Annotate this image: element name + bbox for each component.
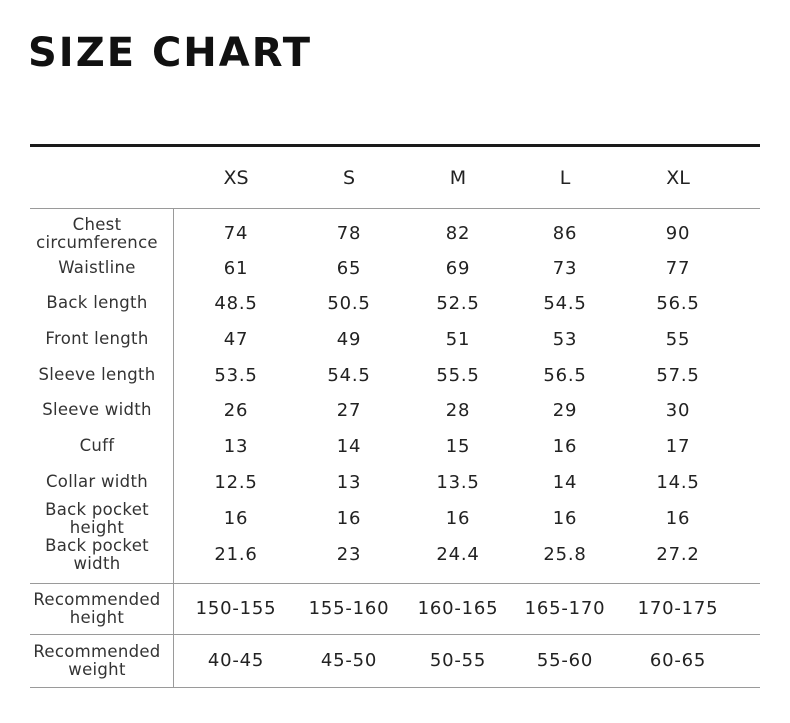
- table-cell: 55: [665, 329, 691, 350]
- table-cell: 16: [552, 508, 578, 529]
- recommended-cell: 160-165: [417, 598, 499, 619]
- table-cell: 77: [665, 258, 691, 279]
- recommended-cell: 165-170: [524, 598, 606, 619]
- recommended-divider: [30, 634, 760, 635]
- table-cell: 24.4: [436, 544, 480, 565]
- page-title: SIZE CHART: [28, 30, 313, 76]
- row-label: Chest circumference: [36, 215, 158, 252]
- recommended-label: Recommended height: [33, 590, 161, 627]
- row-label: Sleeve width: [42, 400, 152, 419]
- table-cell: 86: [552, 223, 578, 244]
- table-cell: 13: [223, 436, 249, 457]
- table-cell: 57.5: [656, 365, 700, 386]
- table-cell: 69: [445, 258, 471, 279]
- header-divider: [30, 208, 760, 209]
- table-cell: 53.5: [214, 365, 258, 386]
- table-cell: 16: [336, 508, 362, 529]
- table-cell: 13.5: [436, 472, 480, 493]
- table-cell: 14.5: [656, 472, 700, 493]
- table-cell: 26: [223, 400, 249, 421]
- table-cell: 55.5: [436, 365, 480, 386]
- table-cell: 74: [223, 223, 249, 244]
- table-cell: 51: [445, 329, 471, 350]
- recommended-cell: 60-65: [649, 650, 707, 671]
- table-cell: 30: [665, 400, 691, 421]
- recommended-cell: 170-175: [637, 598, 719, 619]
- table-cell: 61: [223, 258, 249, 279]
- table-cell: 90: [665, 223, 691, 244]
- table-cell: 14: [552, 472, 578, 493]
- table-cell: 12.5: [214, 472, 258, 493]
- table-cell: 73: [552, 258, 578, 279]
- table-cell: 23: [336, 544, 362, 565]
- recommended-cell: 55-60: [536, 650, 594, 671]
- table-cell: 78: [336, 223, 362, 244]
- recommended-cell: 50-55: [429, 650, 487, 671]
- row-label: Sleeve length: [38, 365, 156, 384]
- recommended-cell: 150-155: [195, 598, 277, 619]
- measurement-divider: [30, 583, 760, 584]
- table-cell: 52.5: [436, 293, 480, 314]
- size-header-l: L: [559, 167, 571, 189]
- table-cell: 16: [445, 508, 471, 529]
- table-cell: 17: [665, 436, 691, 457]
- table-cell: 16: [665, 508, 691, 529]
- table-cell: 53: [552, 329, 578, 350]
- label-column-divider: [173, 208, 174, 688]
- table-cell: 27: [336, 400, 362, 421]
- table-cell: 13: [336, 472, 362, 493]
- table-cell: 54.5: [543, 293, 587, 314]
- table-cell: 21.6: [214, 544, 258, 565]
- row-label: Collar width: [45, 472, 148, 491]
- recommended-cell: 155-160: [308, 598, 390, 619]
- row-label: Back pocket width: [45, 536, 149, 573]
- table-cell: 15: [445, 436, 471, 457]
- size-header-row: [30, 147, 760, 208]
- table-cell: 28: [445, 400, 471, 421]
- size-header-m: M: [449, 167, 467, 189]
- size-header-xl: XL: [666, 167, 690, 189]
- table-cell: 48.5: [214, 293, 258, 314]
- table-cell: 49: [336, 329, 362, 350]
- recommended-cell: 40-45: [207, 650, 265, 671]
- row-label: Back length: [46, 293, 148, 312]
- recommended-cell: 45-50: [320, 650, 378, 671]
- table-bottom-rule: [30, 687, 760, 688]
- table-cell: 82: [445, 223, 471, 244]
- table-cell: 56.5: [543, 365, 587, 386]
- table-cell: 29: [552, 400, 578, 421]
- table-cell: 14: [336, 436, 362, 457]
- row-label: Cuff: [79, 436, 115, 455]
- table-cell: 65: [336, 258, 362, 279]
- recommended-label: Recommended weight: [33, 642, 161, 679]
- table-cell: 16: [223, 508, 249, 529]
- size-header-s: S: [342, 167, 356, 189]
- row-label: Front length: [45, 329, 149, 348]
- table-cell: 16: [552, 436, 578, 457]
- table-cell: 27.2: [656, 544, 700, 565]
- row-label: Waistline: [58, 258, 136, 277]
- table-cell: 56.5: [656, 293, 700, 314]
- row-label: Back pocket height: [45, 500, 149, 537]
- table-cell: 54.5: [327, 365, 371, 386]
- table-cell: 47: [223, 329, 249, 350]
- table-cell: 25.8: [543, 544, 587, 565]
- table-cell: 50.5: [327, 293, 371, 314]
- size-header-xs: XS: [223, 167, 249, 189]
